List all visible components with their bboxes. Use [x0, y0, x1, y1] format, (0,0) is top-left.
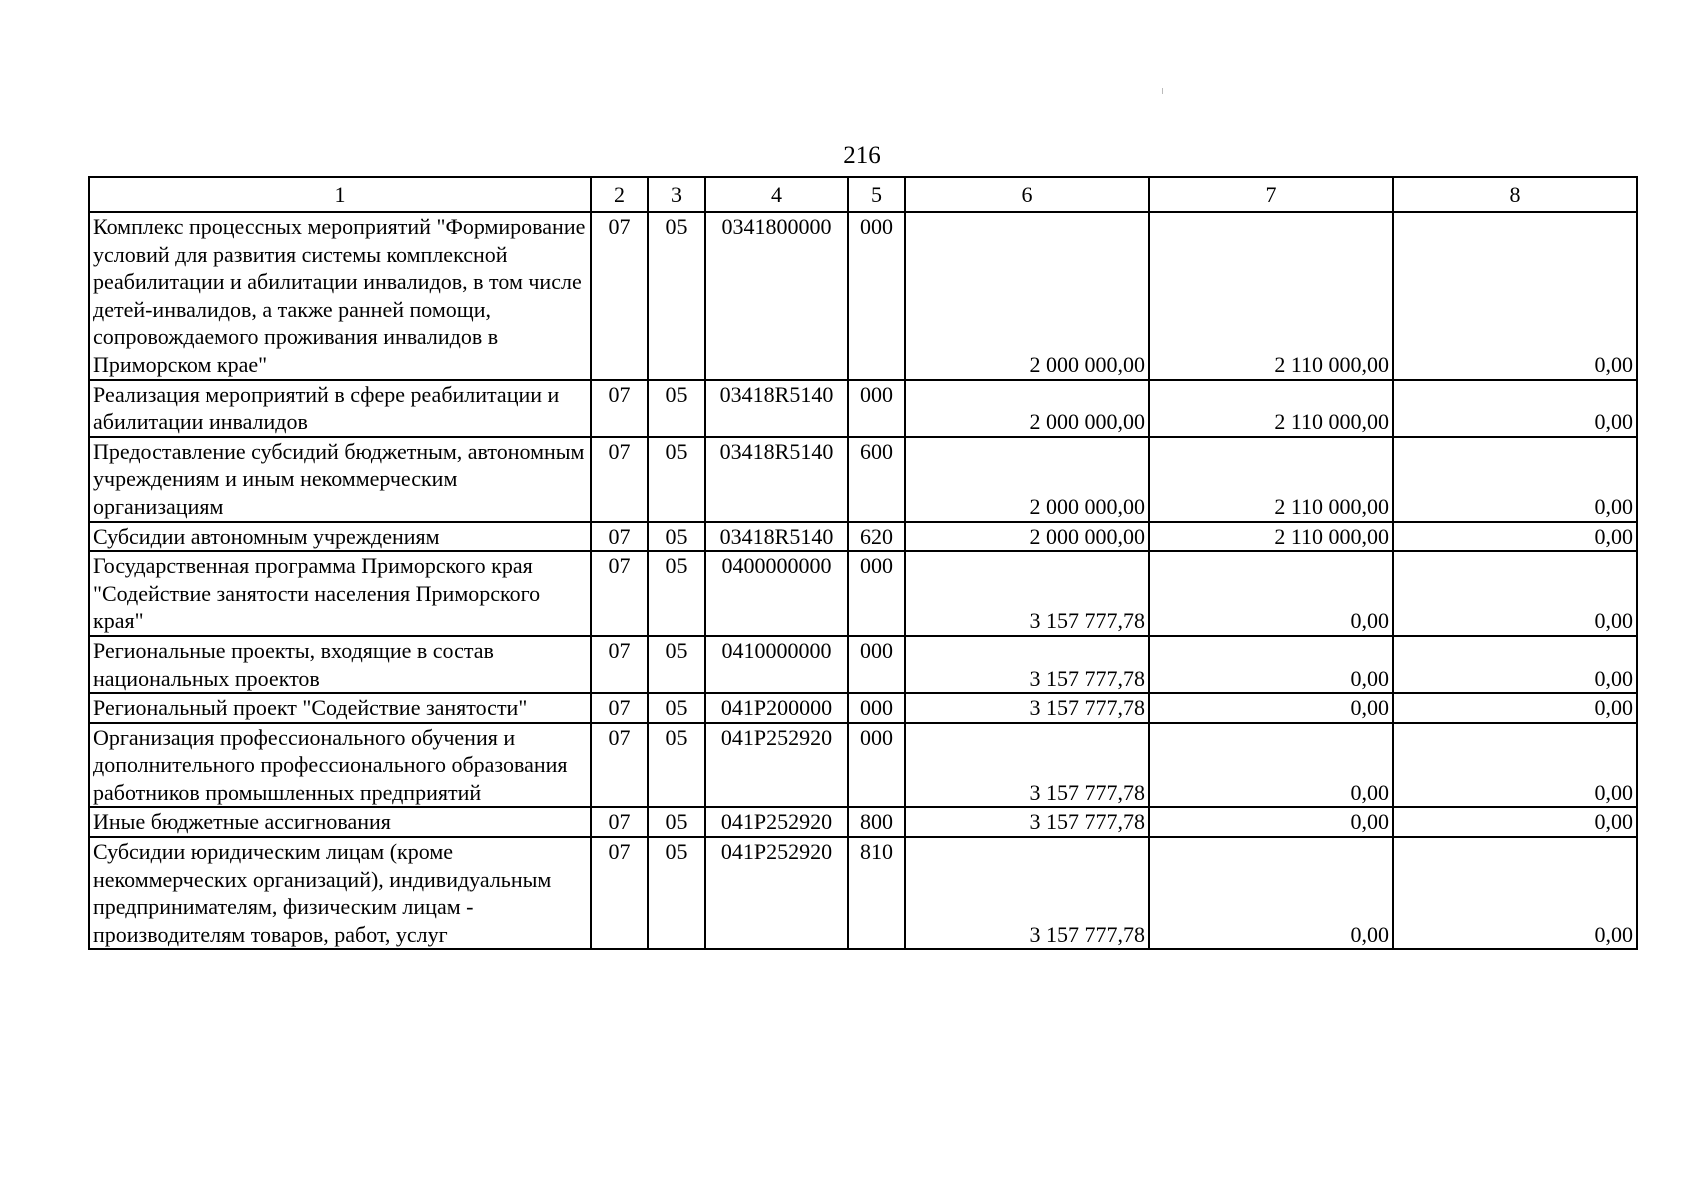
- section-code: 07: [591, 807, 648, 837]
- section-code: 07: [591, 522, 648, 552]
- row-name: Предоставление субсидий бюджетным, автономным учреждениям и иным некоммерческим организациям: [89, 437, 591, 522]
- expense-type-code: 000: [848, 551, 905, 636]
- header-row: [89, 177, 1637, 212]
- expense-type-code: 000: [848, 723, 905, 808]
- expense-type-code: 000: [848, 693, 905, 723]
- table-row: [89, 807, 1637, 837]
- row-name: Субсидии автономным учреждениям: [89, 522, 591, 552]
- target-article-code: 041P252920: [705, 723, 848, 808]
- amount-col-7: 0,00: [1149, 551, 1393, 636]
- target-article-code: 03418R5140: [705, 380, 848, 437]
- target-article-code: 041P200000: [705, 693, 848, 723]
- subsection-code: 05: [648, 693, 705, 723]
- page-number: 216: [843, 142, 881, 169]
- section-code: 07: [591, 380, 648, 437]
- amount-col-7: 2 110 000,00: [1149, 212, 1393, 380]
- target-article-code: 0341800000: [705, 212, 848, 380]
- table-row: [89, 837, 1637, 949]
- expense-type-code: 000: [848, 380, 905, 437]
- row-name: Организация профессионального обучения и дополнительного профессионального образования работников промышленных предприятий: [89, 723, 591, 808]
- row-name: Субсидии юридическим лицам (кроме некоммерческих организаций), индивидуальным предпринимателям, физическим лицам - производителям товаров, работ, услуг: [89, 837, 591, 949]
- subsection-code: 05: [648, 837, 705, 949]
- subsection-code: 05: [648, 522, 705, 552]
- row-name: Региональные проекты, входящие в состав национальных проектов: [89, 636, 591, 693]
- target-article-code: 041P252920: [705, 807, 848, 837]
- subsection-code: 05: [648, 723, 705, 808]
- row-name: Комплекс процессных мероприятий "Формирование условий для развития системы комплексной реабилитации и абилитации инвалидов, в том числе детей-инвалидов, а также ранней помощи, сопровождаемого проживания инвалидов в Приморском крае": [89, 212, 591, 380]
- scan-artifact: [1162, 88, 1163, 94]
- column-header: 4: [705, 177, 848, 212]
- table-row: [89, 723, 1637, 808]
- amount-col-6: 2 000 000,00: [905, 212, 1149, 380]
- expense-type-code: 000: [848, 636, 905, 693]
- amount-col-8: 0,00: [1393, 380, 1637, 437]
- amount-col-8: 0,00: [1393, 837, 1637, 949]
- amount-col-8: 0,00: [1393, 551, 1637, 636]
- amount-col-7: 2 110 000,00: [1149, 380, 1393, 437]
- section-code: 07: [591, 437, 648, 522]
- row-name: Региональный проект "Содействие занятости": [89, 693, 591, 723]
- amount-col-8: 0,00: [1393, 723, 1637, 808]
- amount-col-6: 3 157 777,78: [905, 807, 1149, 837]
- subsection-code: 05: [648, 437, 705, 522]
- table-row: [89, 212, 1637, 380]
- expense-type-code: 600: [848, 437, 905, 522]
- target-article-code: 03418R5140: [705, 522, 848, 552]
- section-code: 07: [591, 551, 648, 636]
- amount-col-6: 2 000 000,00: [905, 380, 1149, 437]
- target-article-code: 0400000000: [705, 551, 848, 636]
- budget-table: [88, 176, 1638, 950]
- target-article-code: 0410000000: [705, 636, 848, 693]
- amount-col-7: 0,00: [1149, 636, 1393, 693]
- amount-col-6: 2 000 000,00: [905, 437, 1149, 522]
- amount-col-6: 3 157 777,78: [905, 693, 1149, 723]
- row-name: Государственная программа Приморского края "Содействие занятости населения Приморского края": [89, 551, 591, 636]
- amount-col-7: 0,00: [1149, 807, 1393, 837]
- amount-col-8: 0,00: [1393, 522, 1637, 552]
- table-row: [89, 636, 1637, 693]
- table-row: [89, 522, 1637, 552]
- target-article-code: 03418R5140: [705, 437, 848, 522]
- amount-col-8: 0,00: [1393, 693, 1637, 723]
- table-row: [89, 380, 1637, 437]
- row-name: Реализация мероприятий в сфере реабилитации и абилитации инвалидов: [89, 380, 591, 437]
- table-row: [89, 437, 1637, 522]
- amount-col-8: 0,00: [1393, 437, 1637, 522]
- subsection-code: 05: [648, 551, 705, 636]
- amount-col-8: 0,00: [1393, 807, 1637, 837]
- table-row: [89, 551, 1637, 636]
- amount-col-7: 0,00: [1149, 837, 1393, 949]
- column-header: 6: [905, 177, 1149, 212]
- target-article-code: 041P252920: [705, 837, 848, 949]
- expense-type-code: 800: [848, 807, 905, 837]
- column-header: 2: [591, 177, 648, 212]
- amount-col-7: 0,00: [1149, 723, 1393, 808]
- amount-col-6: 3 157 777,78: [905, 551, 1149, 636]
- amount-col-7: 2 110 000,00: [1149, 522, 1393, 552]
- amount-col-8: 0,00: [1393, 212, 1637, 380]
- subsection-code: 05: [648, 636, 705, 693]
- amount-col-6: 3 157 777,78: [905, 837, 1149, 949]
- section-code: 07: [591, 693, 648, 723]
- row-name: Иные бюджетные ассигнования: [89, 807, 591, 837]
- amount-col-6: 2 000 000,00: [905, 522, 1149, 552]
- expense-type-code: 620: [848, 522, 905, 552]
- section-code: 07: [591, 636, 648, 693]
- column-header: 7: [1149, 177, 1393, 212]
- section-code: 07: [591, 212, 648, 380]
- amount-col-8: 0,00: [1393, 636, 1637, 693]
- column-header: 3: [648, 177, 705, 212]
- section-code: 07: [591, 723, 648, 808]
- column-header: 1: [89, 177, 591, 212]
- amount-col-6: 3 157 777,78: [905, 636, 1149, 693]
- subsection-code: 05: [648, 807, 705, 837]
- expense-type-code: 000: [848, 212, 905, 380]
- column-header: 8: [1393, 177, 1637, 212]
- column-header: 5: [848, 177, 905, 212]
- section-code: 07: [591, 837, 648, 949]
- amount-col-7: 2 110 000,00: [1149, 437, 1393, 522]
- amount-col-7: 0,00: [1149, 693, 1393, 723]
- subsection-code: 05: [648, 212, 705, 380]
- expense-type-code: 810: [848, 837, 905, 949]
- amount-col-6: 3 157 777,78: [905, 723, 1149, 808]
- table-row: [89, 693, 1637, 723]
- subsection-code: 05: [648, 380, 705, 437]
